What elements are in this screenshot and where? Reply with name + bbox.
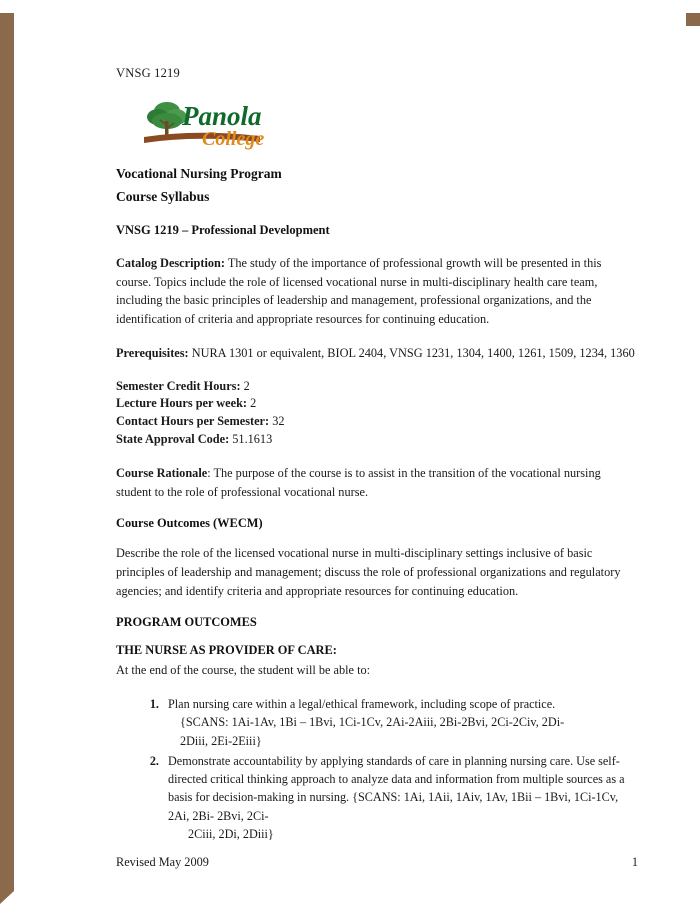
prerequisites-text: NURA 1301 or equivalent, BIOL 2404, VNSG 1231, 1304, 1400, 1261, 1509, 1234, 1360 <box>191 345 635 360</box>
outcome-scans-line1: {SCANS: 1Ai-1Av, 1Bi – 1Bvi, 1Ci-1Cv, 2Ai-2Aiii, 2Bi-2Bvi, 2Ci-2Civ, 2Di- <box>180 715 565 730</box>
fact-credit-hours <box>116 378 638 396</box>
course-rationale-text: The purpose of the course is to assist in the transition of the vocational nursing student to the role of professional vocational nurse. <box>116 465 601 499</box>
catalog-description-text: The study of the importance of professional growth will be presented in this course. Topics include the role of licensed vocational nurse in multi-disciplinary health care team, including the basic principles of leadership and management, professional organizations, and the identification of criteria and appropriate resources for continuing education. <box>116 256 602 327</box>
fact-contact-hours-label: Contact Hours per Semester: <box>116 414 270 429</box>
catalog-description <box>116 254 638 329</box>
outcome-scans-line2: 2Ciii, 2Di, 2Diii} <box>188 827 274 842</box>
provider-of-care-intro: At the end of the course, the student will be able to: <box>116 663 371 678</box>
program-title: Vocational Nursing Program <box>116 166 282 181</box>
document-subtitle: Course Syllabus <box>116 188 210 204</box>
outcome-text: Plan nursing care within a legal/ethical framework, including scope of practice. <box>168 696 556 711</box>
course-heading: VNSG 1219 – Professional Development <box>116 223 330 238</box>
list-item <box>162 752 638 843</box>
fact-state-approval-code-value: 51.1613 <box>232 432 273 447</box>
tree-icon <box>147 102 187 137</box>
fact-contact-hours-value: 32 <box>272 414 285 429</box>
outcome-scans-line2: 2Diii, 2Ei-2Eiii} <box>180 733 262 748</box>
fact-state-approval-code-label: State Approval Code: <box>116 432 230 447</box>
course-rationale-label: Course Rationale <box>116 465 208 480</box>
program-outcomes-heading: PROGRAM OUTCOMES <box>116 615 257 630</box>
outcome-text: Demonstrate accountability by applying standards of care in planning nursing care. Use self-directed critical thinking approach to analyze data and information from multiple sources as a basis for decision-making in nursing. {SCANS: 1Ai, 1Aii, 1Aiv, 1Av, 1Bii – 1Bvi, 1Ci-1Cv, 2Ai, 2Bi- 2Bvi, 2Ci- <box>168 753 625 823</box>
course-facts <box>116 378 638 449</box>
document-sheet <box>28 26 700 904</box>
catalog-description-label: Catalog Description: <box>116 256 225 271</box>
prerequisites-label: Prerequisites: <box>116 345 189 360</box>
svg-text:College: College <box>202 128 265 150</box>
provider-outcomes-list <box>116 695 638 843</box>
fact-lecture-hours-value: 2 <box>250 396 257 411</box>
course-outcomes-heading: Course Outcomes (WECM) <box>116 516 263 531</box>
logo-graphic <box>140 95 318 155</box>
list-item <box>162 695 638 750</box>
fact-credit-hours-label: Semester Credit Hours: <box>116 378 241 393</box>
panola-college-logo <box>140 95 318 155</box>
prerequisites <box>116 344 638 363</box>
course-rationale <box>116 464 638 501</box>
fact-lecture-hours <box>116 395 638 413</box>
course-outcomes-text: Describe the role of the licensed vocational nurse in multi-disciplinary settings inclusive of basic principles of leadership and management; discuss the role of professional organizations and regulatory agencies; and identify criteria and appropriate resources for continuing education. <box>116 546 621 598</box>
fact-contact-hours <box>116 413 638 431</box>
fact-lecture-hours-label: Lecture Hours per week: <box>116 396 248 411</box>
footer-page-number: 1 <box>631 855 638 869</box>
svg-text:Panola: Panola <box>182 101 262 131</box>
footer-revised: Revised May 2009 <box>116 855 209 869</box>
provider-of-care-heading: THE NURSE AS PROVIDER OF CARE: <box>116 643 337 658</box>
page-footer <box>116 855 638 870</box>
fact-credit-hours-value: 2 <box>243 378 250 393</box>
document-code: VNSG 1219 <box>116 66 180 80</box>
fact-state-approval-code <box>116 431 638 449</box>
course-rationale-separator: : <box>207 465 211 480</box>
